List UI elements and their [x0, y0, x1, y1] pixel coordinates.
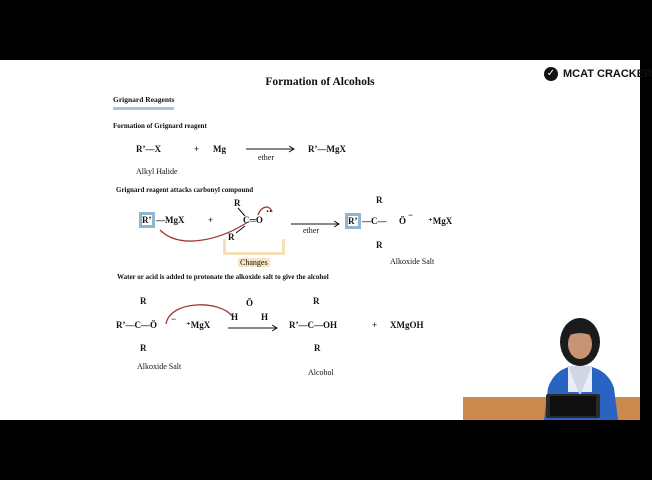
step1-condition: ether: [258, 153, 274, 162]
step2-lone-pair: ‥: [266, 204, 273, 214]
changes-label: Changes: [240, 258, 268, 267]
step1-reactant2: Mg: [213, 144, 226, 154]
step2-product-o: Ö: [399, 216, 407, 226]
step2-product-minus: −: [408, 210, 414, 220]
water-h2: H: [261, 312, 269, 322]
step2-product-r-bottom: R: [376, 240, 383, 250]
step2-product-r-top: R: [376, 195, 383, 205]
step2-plus: +: [208, 215, 214, 225]
presenter-video: [520, 310, 640, 420]
step2-condition: ether: [303, 226, 319, 235]
step2-product-c: —C—: [362, 216, 387, 226]
top-letterbox: [0, 0, 640, 60]
step1-heading: Formation of Grignard reagent: [113, 122, 207, 130]
step3-reactant: R’—C—Ö: [116, 320, 157, 330]
step3-proton-curved-arrow: [166, 305, 232, 324]
slide-title: Formation of Alcohols: [265, 76, 375, 88]
step2-attack-curved-arrow: [160, 222, 248, 241]
step3-byproduct: XMgOH: [390, 320, 424, 330]
step2-r-bottom: R: [228, 232, 235, 242]
water-h1: H: [231, 312, 239, 322]
step3-plus: +: [372, 320, 378, 330]
step1-product: R’—MgX: [308, 144, 346, 154]
step3-product: R’—C—OH: [289, 320, 337, 330]
step2-product-counterion: ⁺MgX: [428, 216, 453, 226]
water-oxygen: Ö: [246, 298, 254, 308]
step3-product-r-bottom: R: [314, 343, 321, 353]
step2-mgx: —MgX: [156, 215, 185, 225]
step3-heading: Water or acid is added to protonate the alkoxide salt to give the alcohol: [117, 273, 329, 281]
presenter-figure: [544, 318, 618, 420]
lecture-slide: [0, 60, 652, 420]
step3-counterion: ⁺MgX: [186, 320, 211, 330]
step2-bond-upper: [238, 208, 245, 216]
step1-plus: +: [194, 144, 200, 154]
step2-r-prime: R’: [142, 215, 152, 225]
brand-name: MCAT CRACKER: [563, 68, 652, 80]
step3-product-r-top: R: [313, 296, 320, 306]
bottom-letterbox: [0, 420, 640, 480]
step2-product-label: Alkoxide Salt: [390, 257, 435, 266]
section-label: Grignard Reagents: [113, 95, 174, 110]
step3-r-top: R: [140, 296, 147, 306]
step2-product-r-prime: R’: [348, 216, 358, 226]
step2-electron-curved-arrow: [258, 207, 272, 215]
check-icon: ✓: [544, 67, 558, 81]
step2-carbonyl: C═O: [243, 215, 263, 225]
step3-r-bottom: R: [140, 343, 147, 353]
step3-product-label: Alcohol: [308, 368, 334, 377]
step3-minus: −: [171, 314, 177, 324]
step1-reactant1-label: Alkyl Halide: [136, 167, 178, 176]
step3-reactant-label: Alkoxide Salt: [137, 362, 182, 371]
step1-reactant1: R’—X: [136, 144, 161, 154]
step2-r-top: R: [234, 198, 241, 208]
step2-heading: Grignard reagent attacks carbonyl compound: [116, 186, 254, 194]
